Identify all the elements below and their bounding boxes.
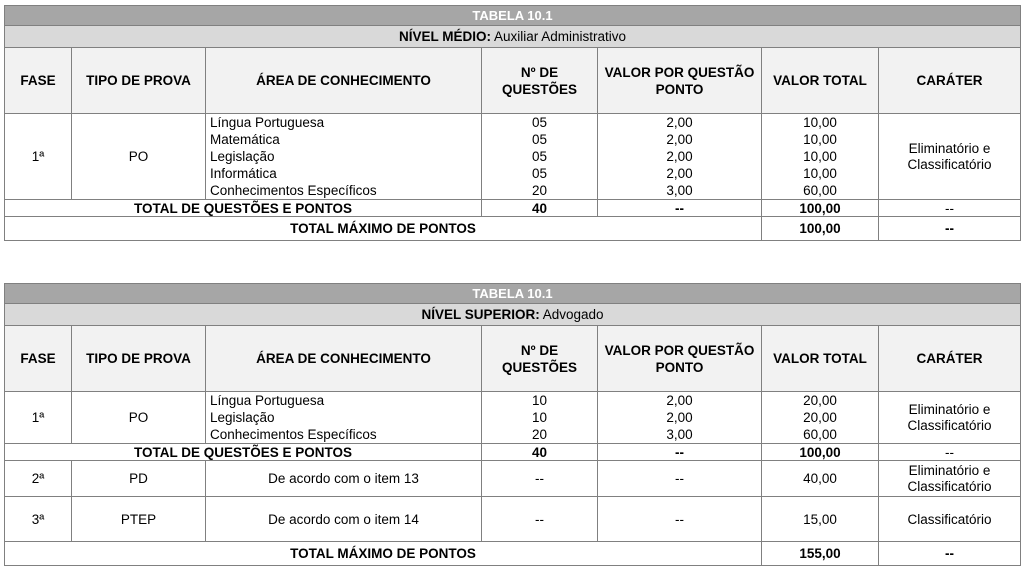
level-value: Auxiliar Administrativo <box>494 29 627 44</box>
table-title: TABELA 10.1 <box>5 6 1021 26</box>
total-num: 40 <box>482 200 598 217</box>
max-carater: -- <box>879 542 1021 566</box>
total-total: 100,00 <box>762 444 879 461</box>
max-carater: -- <box>879 217 1021 241</box>
num-cell: 05 <box>482 165 598 182</box>
carater-cell: Eliminatório e Classificatório <box>879 114 1021 200</box>
header-fase: FASE <box>5 326 72 392</box>
level-label: NÍVEL MÉDIO: <box>398 29 491 44</box>
fase-cell: 3ª <box>5 497 72 542</box>
total-cell: 60,00 <box>762 182 879 200</box>
header-carater: CARÁTER <box>879 326 1021 392</box>
table-nivel-medio <box>4 5 1021 241</box>
valor-cell: -- <box>598 497 762 542</box>
area-cell: Legislação <box>206 148 482 165</box>
max-label: TOTAL MÁXIMO DE PONTOS <box>5 217 762 241</box>
level-row <box>5 26 1021 48</box>
total-carater: -- <box>879 200 1021 217</box>
header-tipo: TIPO DE PROVA <box>72 326 206 392</box>
total-label: TOTAL DE QUESTÕES E PONTOS <box>5 444 482 461</box>
num-cell: 05 <box>482 114 598 132</box>
total-num: 40 <box>482 444 598 461</box>
fase-cell: 2ª <box>5 461 72 497</box>
header-carater: CARÁTER <box>879 48 1021 114</box>
area-cell: Legislação <box>206 409 482 426</box>
num-cell: 20 <box>482 426 598 444</box>
num-cell: 05 <box>482 131 598 148</box>
valor-cell: 2,00 <box>598 148 762 165</box>
tipo-cell: PO <box>72 392 206 444</box>
header-num: Nº DE QUESTÕES <box>482 326 598 392</box>
tipo-cell: PO <box>72 114 206 200</box>
total-cell: 10,00 <box>762 148 879 165</box>
area-cell: De acordo com o item 14 <box>206 497 482 542</box>
total-total: 100,00 <box>762 200 879 217</box>
fase-cell: 1ª <box>5 392 72 444</box>
num-cell: -- <box>482 497 598 542</box>
level-row <box>5 304 1021 326</box>
valor-cell: 2,00 <box>598 131 762 148</box>
area-cell: Conhecimentos Específicos <box>206 426 482 444</box>
table-title: TABELA 10.1 <box>5 284 1021 304</box>
num-cell: 10 <box>482 409 598 426</box>
total-cell: 10,00 <box>762 131 879 148</box>
header-valor-questao: VALOR POR QUESTÃO PONTO <box>598 326 762 392</box>
total-cell: 10,00 <box>762 165 879 182</box>
valor-cell: 2,00 <box>598 392 762 410</box>
header-valor-questao: VALOR POR QUESTÃO PONTO <box>598 48 762 114</box>
num-cell: 20 <box>482 182 598 200</box>
header-valor-total: VALOR TOTAL <box>762 48 879 114</box>
area-cell: De acordo com o item 13 <box>206 461 482 497</box>
total-cell: 15,00 <box>762 497 879 542</box>
carater-cell: Eliminatório e Classificatório <box>879 461 1021 497</box>
area-cell: Língua Portuguesa <box>206 114 482 132</box>
header-area: ÁREA DE CONHECIMENTO <box>206 326 482 392</box>
valor-cell: -- <box>598 461 762 497</box>
num-cell: -- <box>482 461 598 497</box>
total-cell: 20,00 <box>762 392 879 410</box>
max-total: 100,00 <box>762 217 879 241</box>
header-tipo: TIPO DE PROVA <box>72 48 206 114</box>
header-fase: FASE <box>5 48 72 114</box>
valor-cell: 2,00 <box>598 409 762 426</box>
tipo-cell: PTEP <box>72 497 206 542</box>
carater-cell: Classificatório <box>879 497 1021 542</box>
total-valor: -- <box>598 444 762 461</box>
num-cell: 05 <box>482 148 598 165</box>
num-cell: 10 <box>482 392 598 410</box>
total-cell: 40,00 <box>762 461 879 497</box>
total-cell: 10,00 <box>762 114 879 132</box>
fase-cell: 1ª <box>5 114 72 200</box>
valor-cell: 3,00 <box>598 426 762 444</box>
table-nivel-superior <box>4 283 1021 566</box>
total-cell: 20,00 <box>762 409 879 426</box>
total-cell: 60,00 <box>762 426 879 444</box>
area-cell: Língua Portuguesa <box>206 392 482 410</box>
level-label: NÍVEL SUPERIOR: <box>421 307 540 322</box>
max-label: TOTAL MÁXIMO DE PONTOS <box>5 542 762 566</box>
header-area: ÁREA DE CONHECIMENTO <box>206 48 482 114</box>
tipo-cell: PD <box>72 461 206 497</box>
valor-cell: 2,00 <box>598 114 762 132</box>
carater-cell: Eliminatório e Classificatório <box>879 392 1021 444</box>
area-cell: Conhecimentos Específicos <box>206 182 482 200</box>
valor-cell: 3,00 <box>598 182 762 200</box>
max-total: 155,00 <box>762 542 879 566</box>
header-valor-total: VALOR TOTAL <box>762 326 879 392</box>
valor-cell: 2,00 <box>598 165 762 182</box>
total-valor: -- <box>598 200 762 217</box>
total-label: TOTAL DE QUESTÕES E PONTOS <box>5 200 482 217</box>
area-cell: Matemática <box>206 131 482 148</box>
total-carater: -- <box>879 444 1021 461</box>
header-num: Nº DE QUESTÕES <box>482 48 598 114</box>
level-value: Advogado <box>542 307 604 322</box>
area-cell: Informática <box>206 165 482 182</box>
